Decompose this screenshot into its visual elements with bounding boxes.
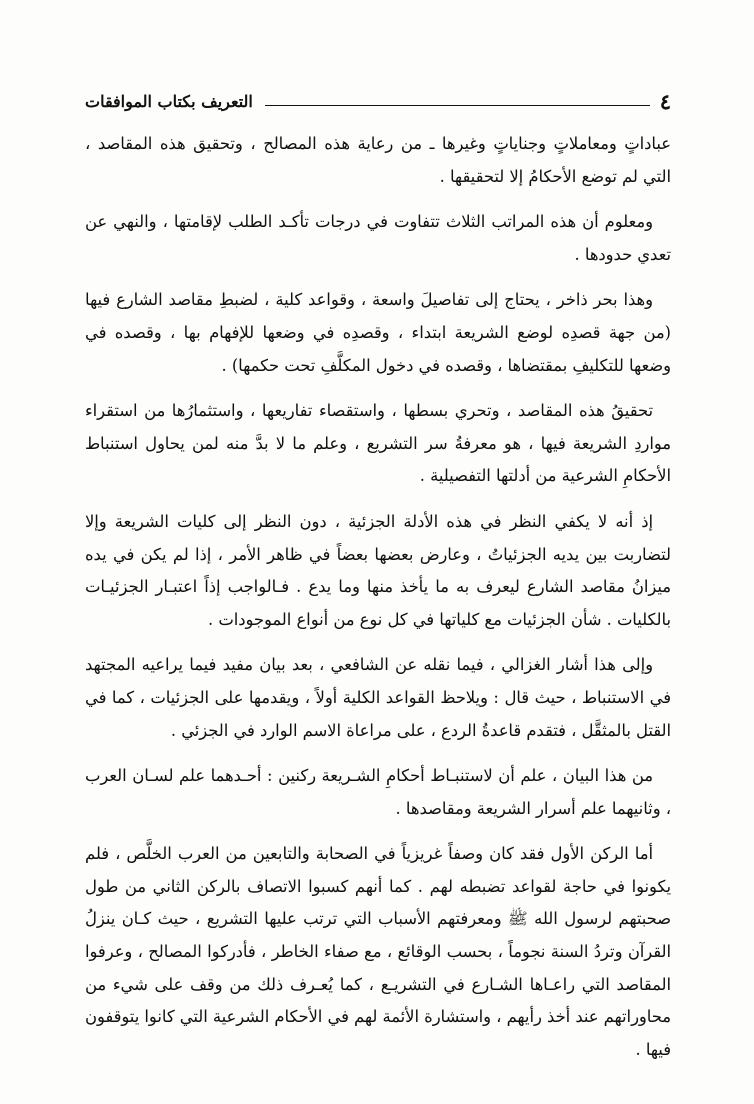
paragraph: تحقيقُ هذه المقاصد ، وتحري بسطها ، واستقصاء تفاريعها ، واستثمارُها من استقراء مواردِ الشريعة فيها ، هو معرفةُ سر التشريع ، وعلم ما لا بدَّ منه لمن يحاول استنباط الأحكامِ الشرعية من أدلتها التفصيلية . xyxy=(85,401,671,486)
page-number: ٤ xyxy=(659,88,671,114)
paragraph: عباداتٍ ومعاملاتٍ وجناياتٍ وغيرها ـ من رعاية هذه المصالح ، وتحقيق هذه المقاصد ، التي لم توضع الأحكامُ إلا لتحقيقها . xyxy=(85,134,671,186)
body-text xyxy=(85,128,671,1079)
page-header xyxy=(85,88,671,114)
paragraph: من هذا البيان ، علم أن لاستنبـاط أحكامِ الشـريعة ركنين : أحـدهما علم لسـان العرب ، وثانيهما علم أسرار الشريعة ومقاصدها . xyxy=(85,766,671,818)
paragraph: أما الركن الأول فقد كان وصفاً غريزياً في الصحابة والتابعين من العرب الخلَّص ، فلم يكونوا في حاجة لقواعد تضبطه لهم . كما أنهم كسبوا الاتصاف بالركن الثاني من طول صحبتهم لرسول الله ﷺ ومعرفتهم الأسباب التي ترتب عليها التشريع ، حيث كـان ينزلُ القرآن وتردُ السنة نجوماً ، بحسب الوقائع ، مع صفاء الخاطر ، فأدركوا المصالح ، وعرفوا المقاصد التي راعـاها الشـارع في التشريـع ، كما يُعـرف ذلك من وقف على شيء من محاوراتهم عند أخذ رأيهم ، واستشارة الأئمة لهم في الأحكام الشرعية التي كانوا يتوقفون فيها . xyxy=(84,844,671,1059)
running-title: التعريف بكتاب الموافقات xyxy=(85,91,253,111)
paragraph: ومعلوم أن هذه المراتب الثلاث تتفاوت في درجات تأكـد الطلب لإقامتها ، والنهي عن تعدي حدودها . xyxy=(85,212,671,264)
paragraph: وإلى هذا أشار الغزالي ، فيما نقله عن الشافعي ، بعد بيان مفيد فيما يراعيه المجتهد في الاستنباط ، حيث قال : ويلاحظ القواعد الكلية أولاً ، ويقدمها على الجزئيات ، كما في القتل بالمثقَّل ، فتقدم قاعدةُ الردع ، على مراعاة الاسم الوارد في الجزئي . xyxy=(85,655,671,740)
paragraph: إذ أنه لا يكفي النظر في هذه الأدلة الجزئية ، دون النظر إلى كليات الشريعة وإلا لتضاربت بين يديه الجزئياتُ ، وعارض بعضها بعضاً في ظاهر الأمر ، إذا لم يكن في يده ميزانُ مقاصد الشارع ليعرف به ما يأخذ منها وما يدع . فـالواجب إذاً اعتبـار الجزئيـات بالكليات . شأن الجزئيات مع كلياتها في كل نوع من أنواع الموجودات . xyxy=(85,511,671,629)
paragraph: وهذا بحر ذاخر ، يحتاج إلى تفاصيلَ واسعة ، وقواعد كلية ، لضبطِ مقاصد الشارع فيها (من جهة قصدِه لوضع الشريعة ابتداء ، وقصدِه في وضعها للإفهام بها ، وقصده في وضعها للتكليفِ بمقتضاها ، وقصده في دخول المكلَّفِ تحت حكمها) . xyxy=(85,290,671,375)
header-rule xyxy=(265,105,650,106)
